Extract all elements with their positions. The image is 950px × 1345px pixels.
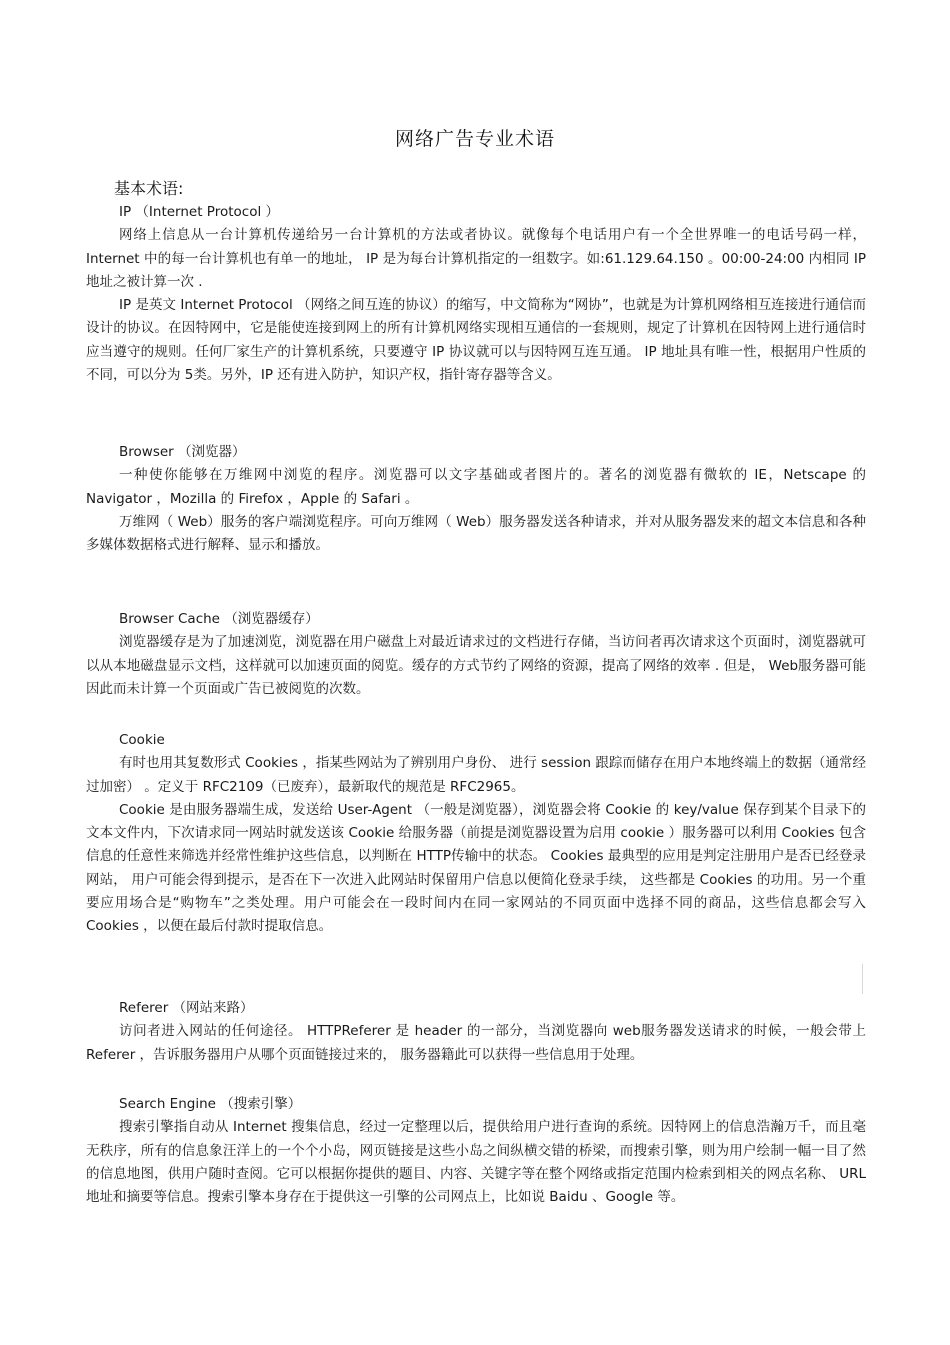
section-heading: Browser （浏览器） xyxy=(119,444,246,460)
divider xyxy=(862,964,863,994)
paragraph: 一种使你能够在万维网中浏览的程序。浏览器可以文字基础或者图片的。著名的浏览器有微软的 IE，Netscape 的 Navigator ，Mozilla 的 Firefox ，Apple 的 Safari 。 xyxy=(86,467,866,507)
section-referer xyxy=(86,997,866,1067)
section-cookie xyxy=(86,729,866,939)
paragraph: 网络上信息从一台计算机传递给另一台计算机的方法或者协议。就像每个电话用户有一个全世界唯一的电话号码一样， Internet 中的每一台计算机也有单一的地址， IP 是为每台计算机指定的一组数字。如:61.129.64.150 。00:00-24:00 内相同 IP 地址之被计算一次 . xyxy=(86,227,866,290)
paragraph: Cookie 是由服务器端生成，发送给 User-Agent （一般是浏览器），浏览器会将 Cookie 的 key/value 保存到某个目录下的文本文件内，下次请求同一网站时就发送该 Cookie 给服务器（前提是浏览器设置为启用 cookie ）服务器可以利用 Cookies 包含信息的任意性来筛选并经常性维护这些信息，以判断在 HTTP传输中的状态。 Cookies 最典型的应用是判定注册用户是否已经登录网站， 用户可能会得到提示，是否在下一次进入此网站时保留用户信息以便简化登录手续， 这些都是 Cookies 的功用。另一个重要应用场合是“购物车”之类处理。用户可能会在一段时间内在同一家网站的不同页面中选择不同的商品，这些信息都会写入Cookies ，以便在最后付款时提取信息。 xyxy=(86,801,866,935)
section-search-engine xyxy=(86,1093,866,1209)
section-ip xyxy=(86,201,866,387)
section-heading: IP （Internet Protocol ） xyxy=(119,204,280,220)
section-heading: Referer （网站来路） xyxy=(119,1000,254,1016)
section-heading: Browser Cache （浏览器缓存） xyxy=(119,611,319,627)
section-heading: Search Engine （搜索引擎） xyxy=(119,1096,302,1112)
section-heading: Cookie xyxy=(119,732,165,748)
paragraph: 浏览器缓存是为了加速浏览，浏览器在用户磁盘上对最近请求过的文档进行存储，当访问者再次请求这个页面时，浏览器就可以从本地磁盘显示文档，这样就可以加速页面的阅览。缓存的方式节约了网络的资源，提高了网络的效率 . 但是， Web服务器可能因此而未计算一个页面或广告已被阅览的次数。 xyxy=(86,634,866,697)
paragraph: IP 是英文 Internet Protocol （网络之间互连的协议）的缩写，中文简称为“网协”，也就是为计算机网络相互连接进行通信而设计的协议。在因特网中，它是能使连接到网上的所有计算机网络实现相互通信的一套规则，规定了计算机在因特网上进行通信时应当遵守的规则。任何厂家生产的计算机系统，只要遵守 IP 协议就可以与因特网互连互通。 IP 地址具有唯一性，根据用户性质的不同，可以分为 5类。另外，IP 还有进入防护，知识产权，指针寄存器等含义。 xyxy=(86,297,866,384)
section-browser-cache xyxy=(86,608,866,701)
paragraph: 搜索引擎指自动从 Internet 搜集信息，经过一定整理以后，提供给用户进行查询的系统。因特网上的信息浩瀚万千，而且毫无秩序，所有的信息象汪洋上的一个个小岛，网页链接是这些小岛之间纵横交错的桥梁，而搜索引擎，则为用户绘制一幅一目了然的信息地图，供用户随时查阅。它可以根据你提供的题目、内容、关键字等在整个网络或指定范围内检索到相关的网点名称、 URL地址和摘要等信息。搜索引擎本身存在于提供这一引擎的公司网点上，比如说 Baidu 、Google 等。 xyxy=(86,1119,866,1206)
paragraph: 万维网（ Web）服务的客户端浏览程序。可向万维网（ Web）服务器发送各种请求，并对从服务器发来的超文本信息和各种多媒体数据格式进行解释、显示和播放。 xyxy=(86,513,866,554)
page-title: 网络广告专业术语 xyxy=(394,128,555,150)
paragraph: 访问者进入网站的任何途径。 HTTPReferer 是 header 的一部分，当浏览器向 web服务器发送请求的时候，一般会带上 Referer ，告诉服务器用户从哪个页面链接过来的， 服务器籍此可以获得一些信息用于处理。 xyxy=(86,1023,866,1063)
paragraph: 有时也用其复数形式 Cookies ，指某些网站为了辨别用户身份、 进行 session 跟踪而储存在用户本地终端上的数据（通常经过加密） 。定义于 RFC2109（已废弃），最新取代的规范是 RFC2965。 xyxy=(86,755,866,795)
section-browser xyxy=(86,441,866,557)
page-subtitle: 基本术语: xyxy=(114,179,184,198)
